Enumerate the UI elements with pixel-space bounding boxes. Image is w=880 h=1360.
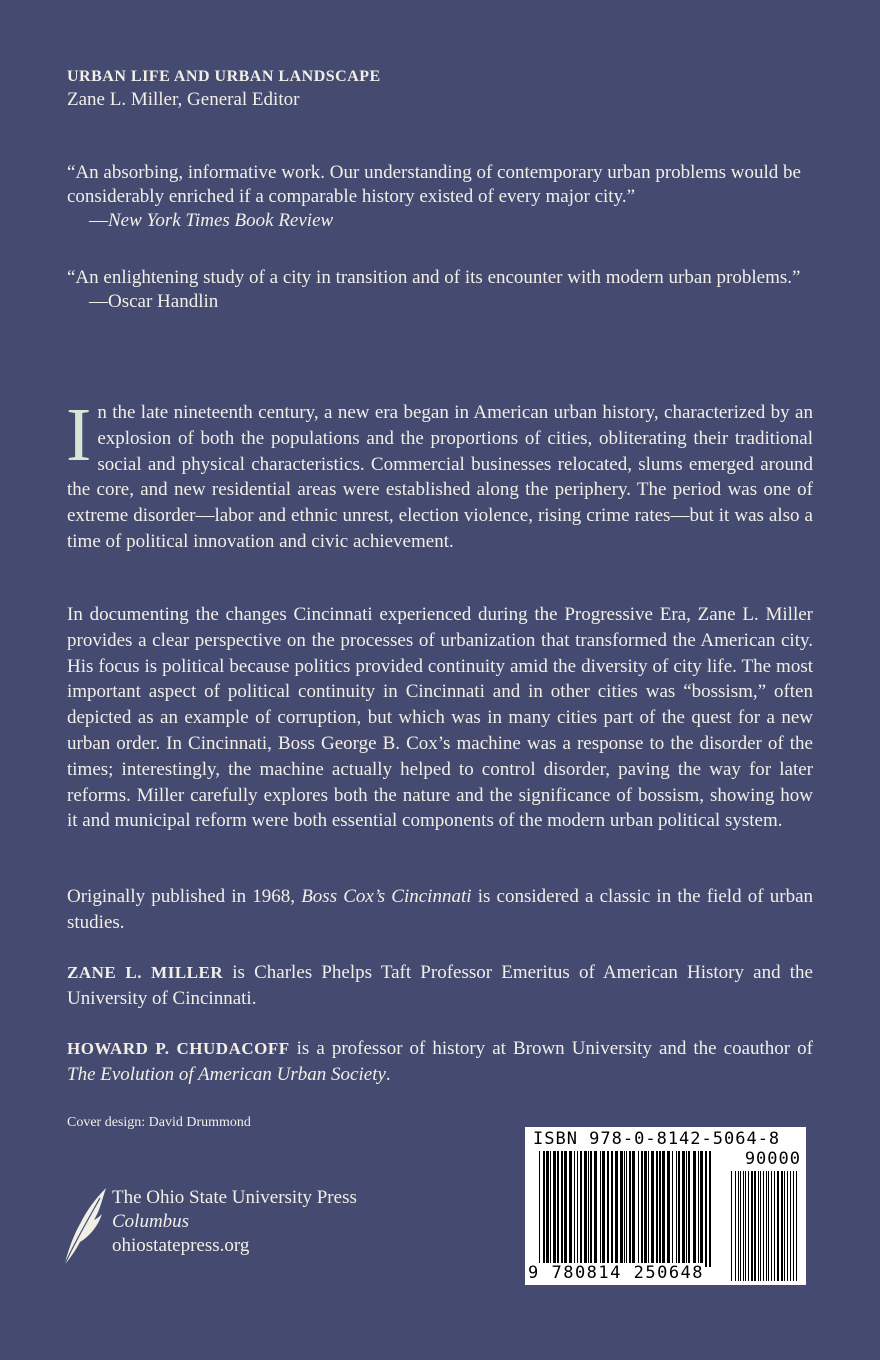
- barcode-bar: [580, 1151, 582, 1267]
- barcode-bar: [584, 1151, 587, 1267]
- quote-text: “An enlightening study of a city in transition and of its encounter with modern urban problems.”: [67, 267, 801, 288]
- barcode-bar: [588, 1151, 589, 1267]
- quote-text: “An absorbing, informative work. Our understanding of contemporary urban problems would be considerably enriched if a comparable history existed of every major city.”: [67, 162, 801, 207]
- barcode-bar: [738, 1171, 739, 1281]
- ean-barcode-bars: [539, 1151, 715, 1267]
- barcode-bar: [760, 1171, 761, 1281]
- barcode-bar: [607, 1151, 609, 1267]
- barcode-bar: [777, 1171, 779, 1281]
- cover-design-credit: Cover design: David Drummond: [67, 1115, 251, 1130]
- barcode-bar: [793, 1171, 794, 1281]
- barcode-bar: [748, 1171, 749, 1281]
- barcode-bar: [672, 1151, 673, 1267]
- barcode-bar: [574, 1151, 575, 1267]
- barcode-bar: [546, 1151, 549, 1267]
- barcode-bar: [790, 1171, 791, 1281]
- barcode-bar: [682, 1151, 685, 1267]
- book-title: The Evolution of American Urban Society: [67, 1063, 386, 1085]
- barcode-bar: [641, 1151, 643, 1267]
- barcode-bar: [615, 1151, 618, 1267]
- barcode-bar: [557, 1151, 559, 1267]
- feather-quill-icon: [60, 1186, 108, 1268]
- barcode-bar: [624, 1151, 625, 1267]
- description-paragraph: In documenting the changes Cincinnati experienced during the Progressive Era, Zane L. Miller provides a clear perspective on the processes of urbanization that transformed the American city. His focus is political because politics provided continuity amid the diversity of city life. The most important aspect of political continuity in Cincinnati and in other cities was “bossism,” often depicted as an example of corruption, but which was in many cities part of the quest for a new urban order. In Cincinnati, Boss George B. Cox’s machine was a response to the disorder of the times; interestingly, the machine actually helped to control disorder, paving the way for later reforms. Miller carefully explores both the nature and the significance of bossism, showing how it and municipal reform were both essential components of the modern urban political system.: [67, 604, 813, 832]
- barcode-bar: [787, 1171, 788, 1281]
- barcode-bar: [678, 1151, 680, 1267]
- isbn-barcode: [525, 1127, 806, 1285]
- barcode-bar: [758, 1171, 759, 1281]
- barcode-bar: [743, 1171, 744, 1281]
- paragraph-text: n the late nineteenth century, a new era began in American urban history, characterized by an explosion of both the populations and the proportions of cities, obliterating their traditional social and physical characteristics. Commercial businesses relocated, slums emerged around the core, and new residential areas were established along the periphery. The period was one of extreme disorder—labor and ethnic unrest, election violence, rising crime rates—but it was also a time of political innovation and civic achievement.: [67, 402, 813, 552]
- barcode-bar: [629, 1151, 631, 1267]
- barcode-bar: [638, 1151, 639, 1267]
- publisher-block: [60, 1186, 440, 1276]
- series-header: [67, 66, 381, 112]
- quote-source: Oscar Handlin: [108, 291, 219, 312]
- barcode-bar: [731, 1171, 732, 1281]
- barcode-bar: [602, 1151, 605, 1267]
- barcode-bar: [577, 1151, 578, 1267]
- barcode-bar: [611, 1151, 613, 1267]
- barcode-bar: [774, 1171, 775, 1281]
- barcode-bar: [632, 1151, 635, 1267]
- barcode-bar: [700, 1151, 703, 1267]
- series-editor: Zane L. Miller, General Editor: [67, 89, 300, 110]
- description-paragraph: [66, 393, 813, 555]
- description-paragraph: Originally published in 1968, Boss Cox’s Cincinnati is considered a classic in the field of urban studies.: [67, 886, 813, 933]
- barcode-number: 9 780814 250648: [528, 1263, 705, 1283]
- barcode-bar: [771, 1171, 772, 1281]
- series-title: URBAN LIFE AND URBAN LANDSCAPE: [67, 68, 381, 85]
- barcode-bar: [751, 1171, 753, 1281]
- barcode-bar: [553, 1151, 556, 1267]
- quote-source: New York Times Book Review: [108, 210, 334, 231]
- drop-cap: I: [66, 393, 92, 477]
- barcode-bar: [543, 1151, 545, 1267]
- barcode-bar: [644, 1151, 647, 1267]
- barcode-bar: [796, 1171, 797, 1281]
- barcode-bar: [705, 1151, 707, 1267]
- addon-barcode-bars: [731, 1171, 799, 1281]
- barcode-bar: [768, 1171, 769, 1281]
- barcode-bar: [659, 1151, 661, 1267]
- barcode-bar: [763, 1171, 764, 1281]
- barcode-bar: [745, 1171, 746, 1281]
- barcode-bar: [766, 1171, 767, 1281]
- review-quote: [67, 161, 819, 233]
- author-bio: HOWARD P. CHUDACOFF is a professor of history at Brown University and the coauthor of The Evolution of American Urban Society.: [67, 1038, 813, 1085]
- barcode-bar: [667, 1151, 670, 1267]
- barcode-bar: [594, 1151, 597, 1267]
- publisher-website: ohiostatepress.org: [112, 1235, 250, 1256]
- barcode-bar: [688, 1151, 690, 1267]
- barcode-bar: [709, 1151, 711, 1267]
- barcode-bar: [735, 1171, 736, 1281]
- barcode-bar: [676, 1151, 677, 1267]
- barcode-bar: [539, 1151, 540, 1267]
- barcode-bar: [651, 1151, 654, 1267]
- barcode-bar: [561, 1151, 563, 1267]
- barcode-bar: [564, 1151, 567, 1267]
- quote-attribution: —New York Times Book Review: [89, 210, 334, 231]
- barcode-bar: [784, 1171, 785, 1281]
- quote-attribution: —Oscar Handlin: [89, 291, 219, 312]
- barcode-bar: [662, 1151, 665, 1267]
- barcode-bar: [781, 1171, 783, 1281]
- book-title: Boss Cox’s Cincinnati: [301, 886, 472, 907]
- barcode-bar: [569, 1151, 572, 1267]
- publisher-city: Columbus: [112, 1211, 190, 1232]
- barcode-bar: [740, 1171, 741, 1281]
- barcode-bar: [590, 1151, 592, 1267]
- barcode-bar: [550, 1151, 551, 1267]
- price-code: 90000: [744, 1149, 801, 1169]
- barcode-bar: [686, 1151, 687, 1267]
- barcode-bar: [626, 1151, 627, 1267]
- review-quote: [67, 266, 819, 314]
- barcode-bar: [656, 1151, 658, 1267]
- author-name: ZANE L. MILLER: [67, 963, 224, 982]
- publisher-name: The Ohio State University Press: [112, 1187, 357, 1208]
- barcode-bar: [754, 1171, 756, 1281]
- barcode-bar: [648, 1151, 649, 1267]
- isbn-label: ISBN 978-0-8142-5064-8: [533, 1129, 781, 1149]
- barcode-bar: [600, 1151, 601, 1267]
- barcode-bar: [620, 1151, 623, 1267]
- barcode-bar: [698, 1151, 699, 1267]
- author-name: HOWARD P. CHUDACOFF: [67, 1039, 290, 1058]
- author-bio: ZANE L. MILLER is Charles Phelps Taft Professor Emeritus of American History and the University of Cincinnati.: [67, 962, 813, 1009]
- barcode-bar: [693, 1151, 696, 1267]
